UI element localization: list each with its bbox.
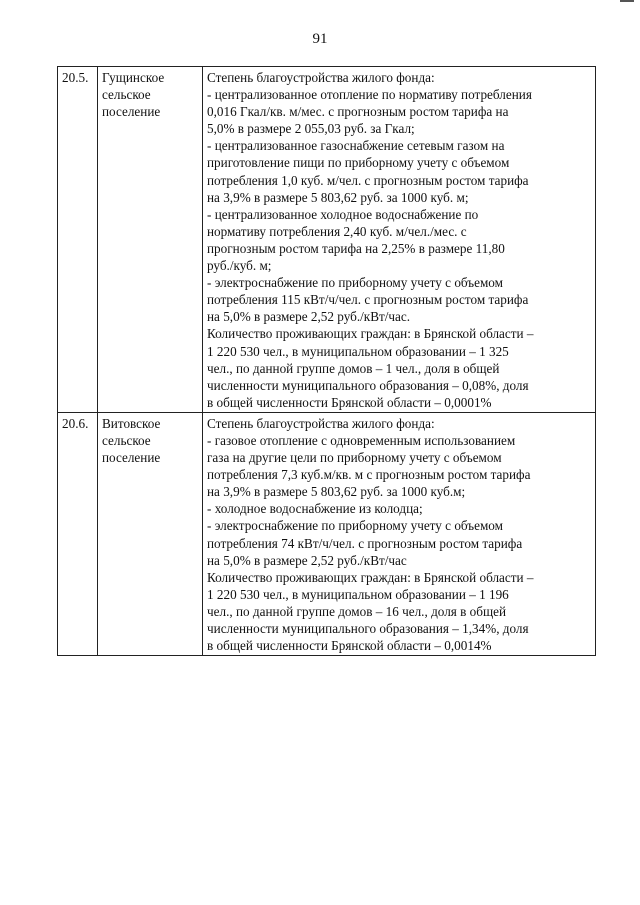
description-line: Степень благоустройства жилого фонда: [207,70,435,85]
description-line: - централизованное газоснабжение сетевым газом на [207,138,505,154]
description-cell [203,67,596,413]
description-line: в общей численности Брянской области – 0,0001% [207,394,492,410]
description-line: 0,016 Гкал/кв. м/мес. с прогнозным ростом тарифа на [207,104,509,120]
description-line: - электроснабжение по приборному учету с объемом [207,275,503,291]
settlement-name-line: Гущинское [102,70,165,85]
description-line: численности муниципального образования – 1,34%, доля [207,621,529,636]
description-line: чел., по данной группе домов – 16 чел., доля в общей [207,603,507,619]
description-line: нормативу потребления 2,40 куб. м/чел./мес. с [207,223,467,239]
row-number: 20.5. [58,67,98,413]
page-number: 91 [312,31,328,47]
settlement-name-line: Витовское [102,415,161,431]
description-line: 1 220 530 чел., в муниципальном образовании – 1 325 [207,343,509,359]
description-line: численности муниципального образования – 0,08%, доля [207,377,529,393]
description-line: - электроснабжение по приборному учету с объемом [207,518,503,534]
description-line: потребления 1,0 куб. м/чел. с прогнозным ростом тарифа [207,172,529,188]
description-cell [203,412,596,655]
settlement-name-line: поселение [102,450,161,466]
description-line: потребления 74 кВт/ч/чел. с прогнозным ростом тарифа [207,535,523,551]
description-line: руб./куб. м; [207,258,272,274]
description-line: приготовление пищи по приборному учету с объемом [207,155,510,171]
description-line: прогнозным ростом тарифа на 2,25% в размере 11,80 [207,240,505,256]
description-line: - централизованное холодное водоснабжение по [207,206,479,222]
row-number: 20.6. [58,412,98,655]
corner-mark [620,0,634,2]
settlement-name-line: сельское [102,432,151,448]
description-line: Количество проживающих граждан: в Брянской области – [207,326,534,342]
description-line: Степень благоустройства жилого фонда: [207,415,435,431]
description-line: Количество проживающих граждан: в Брянской области – [207,569,534,585]
settlement-name-line: поселение [102,104,161,120]
description-line: газа на другие цели по приборному учету с объемом [207,450,502,466]
settlement-name-cell [98,67,203,413]
description-line: в общей численности Брянской области – 0,0014% [207,638,492,654]
description-line: 1 220 530 чел., в муниципальном образовании – 1 196 [207,586,509,602]
description-line: - газовое отопление с одновременным использованием [207,432,516,448]
description-line: на 5,0% в размере 2,52 руб./кВт/час. [207,309,411,325]
table-row [58,67,596,413]
description-line: 5,0% в размере 2 055,03 руб. за Гкал; [207,121,415,137]
description-line: потребления 7,3 куб.м/кв. м с прогнозным ростом тарифа [207,467,531,483]
description-line: чел., по данной группе домов – 1 чел., доля в общей [207,360,500,376]
table-row [58,412,596,655]
description-line: на 3,9% в размере 5 803,62 руб. за 1000 куб.м; [207,484,466,500]
tariff-table [57,66,596,656]
description-line: потребления 115 кВт/ч/чел. с прогнозным ростом тарифа [207,292,529,308]
settlement-name-line: сельское [102,87,151,103]
description-line: - централизованное отопление по нормативу потребления [207,87,532,103]
description-line: на 3,9% в размере 5 803,62 руб. за 1000 куб. м; [207,189,469,205]
settlement-name-cell [98,412,203,655]
description-line: на 5,0% в размере 2,52 руб./кВт/час [207,552,407,568]
description-line: - холодное водоснабжение из колодца; [207,501,423,517]
